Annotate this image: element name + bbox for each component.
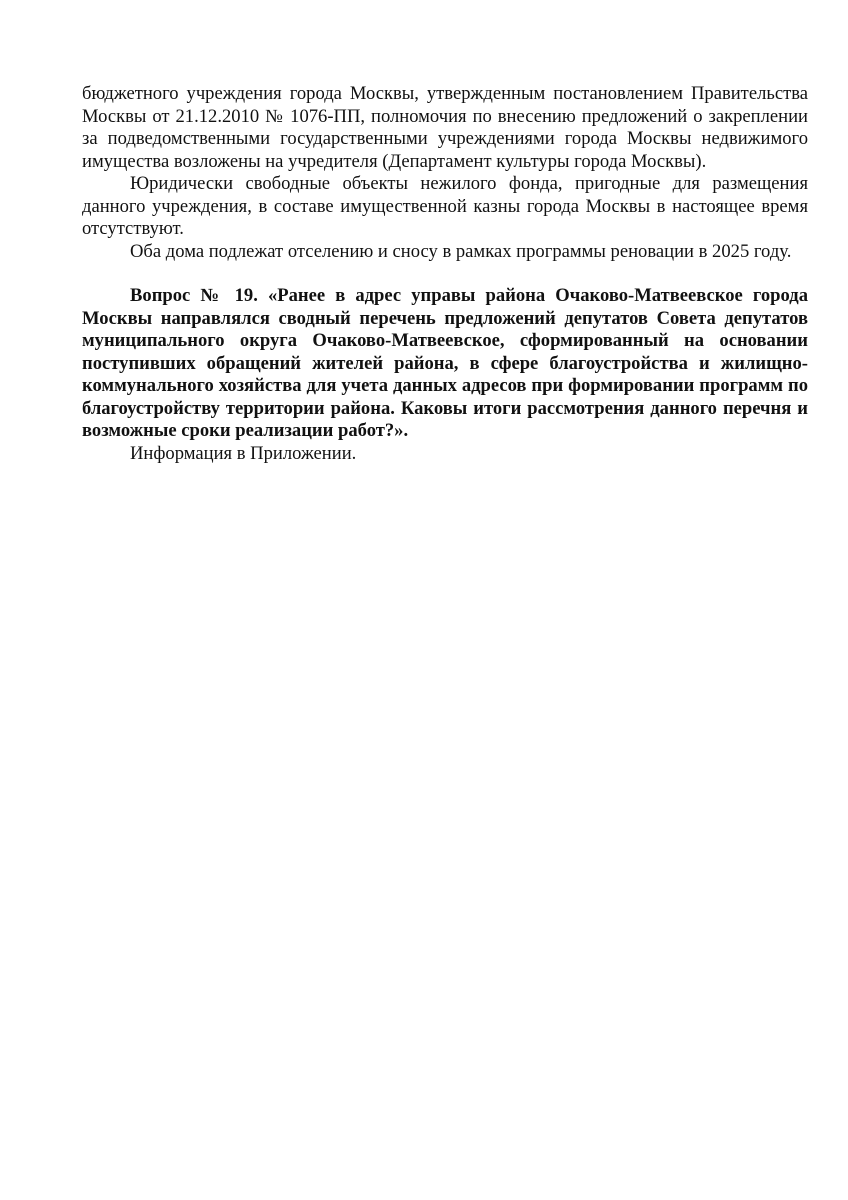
answer-paragraph: Информация в Приложении. — [130, 442, 357, 464]
body-paragraph-continuation: бюджетного учреждения города Москвы, утвержденным постановлением Правительства Москвы от 21.12.2010 № 1076-ПП, полномочия по внесению предложений о закреплении за подведомственными государственными учреждениями города Москвы недвижимого имущества возложены на учредителя (Департамент культуры города Москвы). — [82, 83, 808, 172]
body-paragraph-renovation: Оба дома подлежат отселению и сносу в рамках программы реновации в 2025 году. — [130, 240, 792, 262]
question-19-paragraph: Вопрос № 19. «Ранее в адрес управы района Очаково-Матвеевское города Москвы направлялся сводный перечень предложений депутатов Совета депутатов муниципального округа Очаково-Матвеевское, сформированный на основании поступивших обращений жителей района, в сфере благоустройства и жилищно-коммунального хозяйства для учета данных адресов при формировании программ по благоустройству территории района. Каковы итоги рассмотрения данного перечня и возможные сроки реализации работ?». — [82, 285, 808, 441]
document-page — [82, 83, 808, 465]
paragraph-spacer — [82, 263, 808, 285]
body-paragraph-free-objects: Юридически свободные объекты нежилого фонда, пригодные для размещения данного учреждения, в составе имущественной казны города Москвы в настоящее время отсутствуют. — [82, 173, 808, 239]
